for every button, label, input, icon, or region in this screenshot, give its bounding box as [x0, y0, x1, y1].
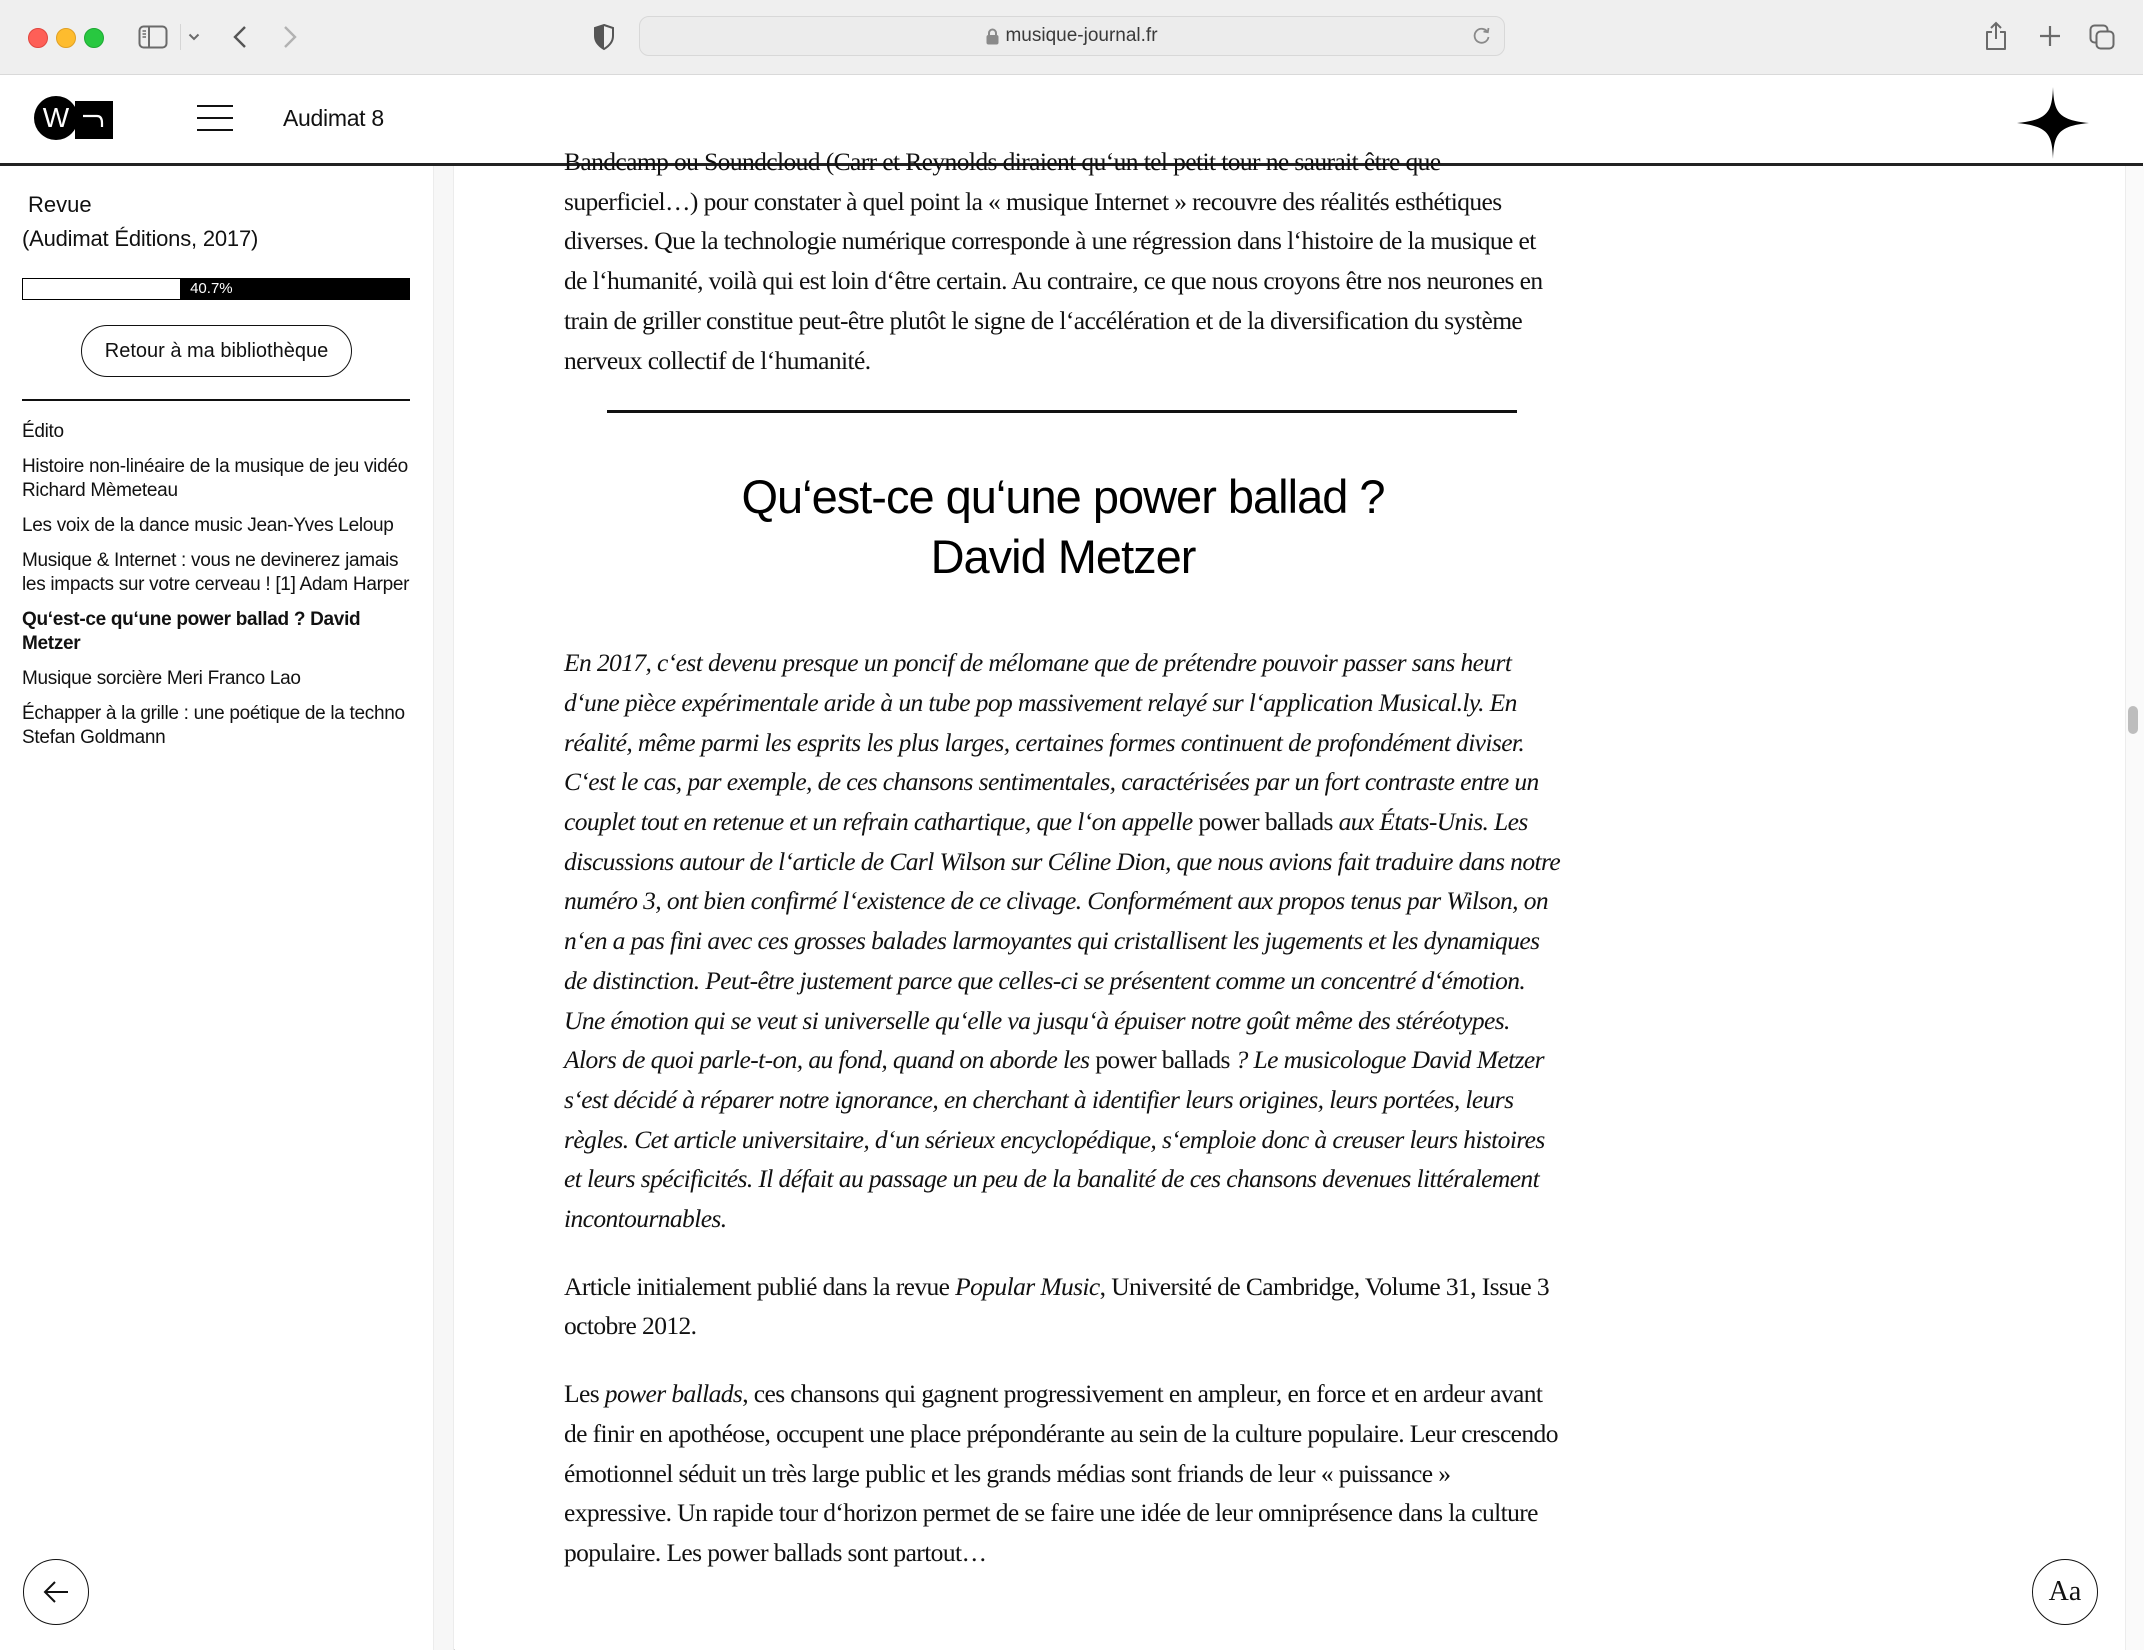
plus-icon[interactable]: [2036, 22, 2064, 50]
toc-item[interactable]: Histoire non-linéaire de la musique de jeu vidéo Richard Mèmeteau: [22, 456, 408, 501]
reading-progress-bar: [22, 278, 410, 300]
logo-circle: W: [34, 96, 78, 140]
chevron-down-icon[interactable]: [184, 26, 204, 48]
reader-content: [455, 147, 2125, 1650]
browser-toolbar: [0, 0, 2143, 75]
publication-title: Audimat 8: [283, 105, 384, 131]
section-divider: [607, 410, 1517, 413]
article-author: David Metzer: [930, 530, 1196, 584]
url-text: musique-journal.fr: [1005, 25, 1158, 46]
four-point-star-icon: [2017, 87, 2089, 159]
body-text: , ces chansons qui gagnent progressivement en ampleur, en force et en ardeur avant de finir en apothéose, occupent une place prépondérante au sein de la culture populaire. Leur crescendo émotionnel séduit un très large public et les grands médias sont friands de leur « puissance » expressive. Un rapide tour d‘horizon permet de se faire une idée de leur omniprésence dans la culture populaire. Les power ballads sont partout…: [564, 1379, 1558, 1567]
sidebar-divider: [22, 399, 410, 401]
shield-icon[interactable]: [592, 22, 616, 52]
toolbar-separator: [180, 24, 181, 50]
tabs-icon[interactable]: [2087, 22, 2117, 52]
zoom-window-button[interactable]: [84, 28, 104, 48]
share-icon[interactable]: [1982, 20, 2010, 52]
sidebar-gutter: [433, 166, 454, 1650]
logo[interactable]: [34, 96, 120, 140]
sidebar-icon[interactable]: [138, 24, 168, 50]
body-paragraph: [564, 1374, 1562, 1573]
body-term: power ballads: [604, 1379, 743, 1409]
intro-text: En 2017, c‘est devenu presque un poncif de mélomane que de prétendre pouvoir passer sans heurt d‘une pièce expérimentale aride à un tube pop massivement relayé sur l‘application Musical.ly. En réalité, même parmi les esprits les plus larges, certaines formes continuent de profondément diviser. C‘est le cas, par exemple, de ces chansons sentimentales, caractérisées par un fort contraste entre un couplet tout en retenue et un refrain cathartique, que l‘on appelle: [564, 648, 1539, 837]
previous-section-paragraph: Bandcamp ou Soundcloud (Carr et Reynolds diraient qu‘un tel petit tour ne saurait être que superficiel…) pour constater à quel point la « musique Internet » recouvre des réalités esthétiques diverses. Que la technologie numérique corresponde à une régression dans l‘histoire de la musique et de l‘humanité, voilà qui est loin d‘être certain. Au contraire, ce que nous croyons être nos neurones en train de griller constitue peut-être plutôt le signe de l‘accélération et de la diversification du système nerveux collectif de l‘humanité.: [564, 147, 1543, 375]
intro-paragraph: [564, 643, 1562, 1239]
hamburger-icon[interactable]: [197, 103, 233, 133]
address-bar[interactable]: [639, 16, 1505, 56]
scrollbar-thumb[interactable]: [2128, 706, 2138, 734]
toc-item[interactable]: Les voix de la dance music Jean-Yves Leloup: [22, 515, 394, 536]
intro-text: aux États-Unis. Les discussions autour de l‘article de Carl Wilson sur Céline Dion, que nous avions fait traduire dans notre numéro 3, ont bien confirmé l‘existence de ce clivage. Conformément aux propos tenus par Wilson, on n‘en a pas fini avec ces grosses balades larmoyantes qui cristallisent les jugements et les dynamiques de distinction. Peut-être justement parce que celles-ci se présentent comme un concentré d‘émotion. Une émotion qui se veut si universelle qu‘elle va jusqu‘à épuiser notre goût même des stéréotypes. Alors de quoi parle-t-on, au fond, quand on aborde les: [564, 807, 1561, 1075]
journal-name: Popular Music: [955, 1271, 1100, 1301]
toc-item[interactable]: Musique & Internet : vous ne devinerez jamais les impacts sur votre cerveau ! [1] Adam Harper: [22, 550, 410, 595]
previous-chapter-button[interactable]: [23, 1559, 89, 1625]
intro-term: power ballads: [1198, 807, 1333, 837]
article: [564, 142, 1562, 1601]
scrollbar-track[interactable]: [2125, 166, 2144, 1650]
progress-unread-portion: [23, 279, 180, 299]
arrow-left-icon: [42, 1580, 70, 1604]
font-settings-button[interactable]: Aa: [2032, 1559, 2098, 1625]
article-title: Qu‘est-ce qu‘une power ballad ?: [741, 470, 1385, 524]
close-window-button[interactable]: [28, 28, 48, 48]
sidebar: [0, 166, 433, 1650]
article-heading: [564, 467, 1562, 587]
source-note-text: , Université de Cambridge, Volume 31, Issue 3 octobre 2012.: [564, 1271, 1550, 1341]
intro-term: power ballads: [1095, 1045, 1230, 1075]
progress-percent: 40.7%: [190, 280, 233, 297]
book-publisher-year: (Audimat Éditions, 2017): [22, 226, 259, 251]
table-of-contents: [22, 420, 412, 761]
reload-icon[interactable]: [1472, 26, 1492, 46]
book-type: Revue: [28, 192, 92, 217]
minimize-window-button[interactable]: [56, 28, 76, 48]
chevron-right-icon[interactable]: [278, 22, 302, 52]
source-note: [564, 1267, 1562, 1346]
intro-text: ? Le musicologue David Metzer s‘est décidé à réparer notre ignorance, en cherchant à identifier leurs origines, leurs portées, leurs règles. Cet article universitaire, d‘un sérieux encyclopédique, s‘emploie donc à creuser leurs histoires et leurs spécificités. Il défait au passage un peu de la banalité de ces chansons devenues littéralement incontournables.: [564, 1045, 1545, 1234]
toc-item-active[interactable]: Qu‘est-ce qu‘une power ballad ? David Metzer: [22, 609, 361, 654]
toc-item[interactable]: Musique sorcière Meri Franco Lao: [22, 668, 301, 689]
logo-square: [75, 101, 113, 139]
chevron-left-icon[interactable]: [228, 22, 252, 52]
toc-item[interactable]: Échapper à la grille : une poétique de la techno Stefan Goldmann: [22, 703, 405, 748]
back-to-library-button[interactable]: Retour à ma bibliothèque: [81, 325, 352, 377]
body-text: Les: [564, 1379, 605, 1409]
toc-item[interactable]: Édito: [22, 421, 64, 442]
source-note-text: Article initialement publié dans la revue: [564, 1271, 956, 1301]
lock-icon: [986, 28, 999, 45]
